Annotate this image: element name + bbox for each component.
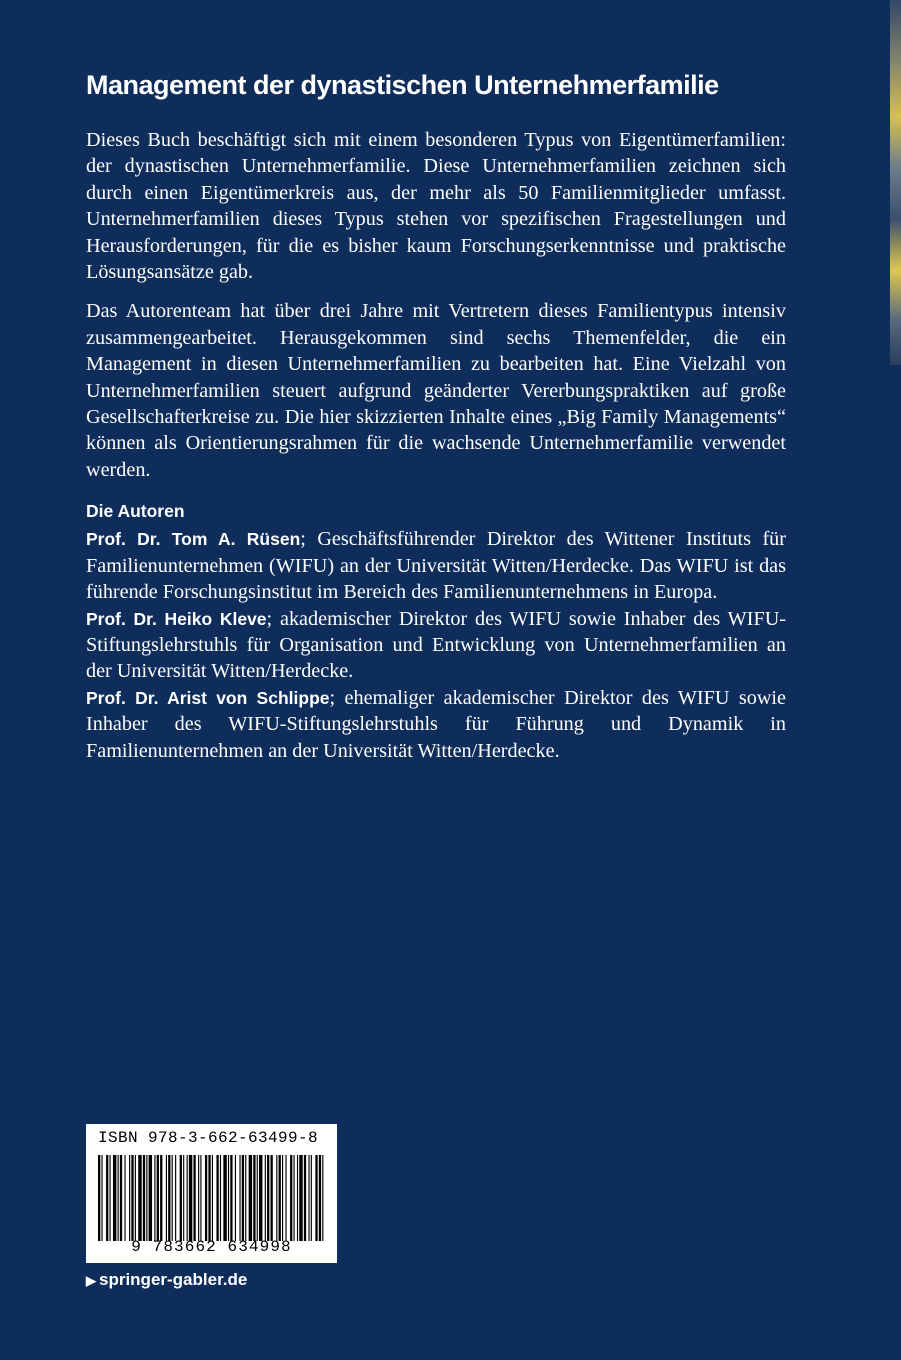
author-bio: ; Geschäftsführender Direktor des Wittener Instituts für Familienunternehmen (WIFU) an der Universität Witten/Herdecke. Das WIFU ist das führende Forschungsinstitut im Bereich des Familienunternehmens in Europa. xyxy=(86,528,786,604)
barcode-bar xyxy=(120,1155,122,1241)
barcode-bar xyxy=(189,1155,192,1241)
barcode-bar xyxy=(154,1155,155,1241)
author-entry-kleve xyxy=(86,606,786,685)
barcode-bar xyxy=(265,1155,266,1241)
barcode-bar xyxy=(239,1155,240,1241)
barcode-bar xyxy=(160,1155,162,1241)
barcode-bar xyxy=(135,1155,136,1241)
barcode-bar xyxy=(118,1155,119,1241)
author-name: Prof. Dr. Tom A. Rüsen xyxy=(86,529,301,550)
barcode-bar xyxy=(279,1155,281,1241)
barcode-bars xyxy=(98,1155,325,1241)
website-link[interactable] xyxy=(86,1270,247,1290)
barcode-bar xyxy=(113,1155,116,1241)
description-paragraph-2: Das Autorenteam hat über drei Jahre mit Vertretern dieses Familientypus intensiv zusammengearbeitet. Herausgekommen sind sechs Themenfelder, die ein Management in diesen Unternehmerfamilien zu bearbeiten hat. Eine Vielzahl von Unternehmerfamilien steuert aufgrund geänderter Vererbungspraktiken auf große Gesellschafterkreise zu. Die hier skizzierten Inhalte eines „Big Family Managements“ können als Orientierungsrahmen für die wachsende Unternehmerfamilie verwendet werden. xyxy=(86,300,786,481)
barcode-bar xyxy=(146,1155,147,1241)
barcode-bar xyxy=(198,1155,199,1241)
barcode-bar xyxy=(245,1155,246,1241)
barcode-bar xyxy=(267,1155,269,1241)
author-entry-ruesen xyxy=(86,526,786,605)
barcode-bar xyxy=(106,1155,108,1241)
barcode-bar xyxy=(230,1155,232,1241)
back-cover-content xyxy=(86,70,786,764)
barcode-bar xyxy=(166,1155,167,1241)
barcode-bar xyxy=(253,1155,255,1241)
barcode-bar xyxy=(183,1155,184,1241)
barcode-bar xyxy=(319,1155,321,1241)
author-bio: ; akademischer Direktor des WIFU sowie Inhaber des WIFU-Stiftungslehrstuhls für Organisation und Entwicklung von Unternehmerfamilien an der Universität Witten/Herdecke. xyxy=(86,607,786,683)
barcode-bar xyxy=(175,1155,176,1241)
barcode-bar xyxy=(129,1155,130,1241)
author-name: Prof. Dr. Arist von Schlippe xyxy=(86,687,330,708)
barcode-bar xyxy=(271,1155,273,1241)
barcode-bar xyxy=(157,1155,159,1241)
barcode-bar xyxy=(311,1155,312,1241)
barcode-bar xyxy=(110,1155,111,1241)
author-bio: ; ehemaliger akademischer Direktor des WIFU sowie Inhaber des WIFU-Stiftungslehrstuhls für Führung und Dynamik in Familienunternehmen an der Universität Witten/Herdecke. xyxy=(86,686,787,762)
barcode-bar xyxy=(304,1155,306,1241)
barcode-bar xyxy=(315,1155,317,1241)
barcode-bar xyxy=(276,1155,277,1241)
barcode-bar xyxy=(205,1155,207,1241)
barcode-bar xyxy=(168,1155,170,1241)
isbn-barcode xyxy=(86,1124,337,1263)
triangle-arrow-icon: ▶ xyxy=(86,1273,96,1288)
barcode-bar xyxy=(235,1155,236,1241)
barcode-bar xyxy=(138,1155,141,1241)
barcode-bar xyxy=(308,1155,309,1241)
authors-heading: Die Autoren xyxy=(86,501,185,522)
barcode-bar xyxy=(212,1155,213,1241)
author-entry-schlippe xyxy=(86,685,786,764)
barcode-bar xyxy=(216,1155,218,1241)
barcode-bar xyxy=(180,1155,182,1241)
barcode-bar xyxy=(193,1155,195,1241)
barcode-bar xyxy=(208,1155,210,1241)
barcode-bar xyxy=(131,1155,133,1241)
website-text: springer-gabler.de xyxy=(99,1270,248,1289)
barcode-bar xyxy=(149,1155,152,1241)
barcode-bar xyxy=(223,1155,226,1241)
barcode-bar xyxy=(242,1155,244,1241)
barcode-bar xyxy=(143,1155,145,1241)
isbn-text: ISBN 978-3-662-63499-8 xyxy=(98,1129,319,1147)
barcode-bar xyxy=(297,1155,298,1241)
barcode-bar xyxy=(200,1155,201,1241)
barcode-bar xyxy=(290,1155,292,1241)
cover-image-edge xyxy=(890,0,901,365)
barcode-bar xyxy=(285,1155,286,1241)
barcode-bar xyxy=(220,1155,221,1241)
barcode-bar xyxy=(101,1155,102,1241)
barcode-digits: 9 783662 634998 xyxy=(131,1238,292,1256)
barcode-bar xyxy=(187,1155,188,1241)
author-name: Prof. Dr. Heiko Kleve xyxy=(86,608,267,629)
barcode-bar xyxy=(299,1155,302,1241)
barcode-bar xyxy=(322,1155,323,1241)
barcode-bar xyxy=(124,1155,125,1241)
barcode-bar xyxy=(282,1155,283,1241)
barcode-bar xyxy=(259,1155,262,1241)
barcode-bar xyxy=(294,1155,295,1241)
book-title: Management der dynastischen Unternehmerfamilie xyxy=(86,70,719,100)
barcode-bar xyxy=(172,1155,173,1241)
barcode-bar xyxy=(257,1155,258,1241)
barcode-bar xyxy=(228,1155,229,1241)
description-paragraph-1: Dieses Buch beschäftigt sich mit einem besonderen Typus von Eigentümerfamilien: der dynastischen Unternehmerfamilie. Diese Unternehmerfamilien zeichnen sich durch einen Eigentümerkreis aus, der mehr als 50 Familienmitglieder umfasst. Unternehmerfamilien dieses Typus stehen vor spezifischen Fragestellungen und Herausforderungen, für die es bisher kaum Forschungserkenntnisse und praktische Lösungsansätze gab. xyxy=(86,129,786,284)
barcode-bar xyxy=(98,1155,100,1241)
barcode-bar xyxy=(249,1155,252,1241)
